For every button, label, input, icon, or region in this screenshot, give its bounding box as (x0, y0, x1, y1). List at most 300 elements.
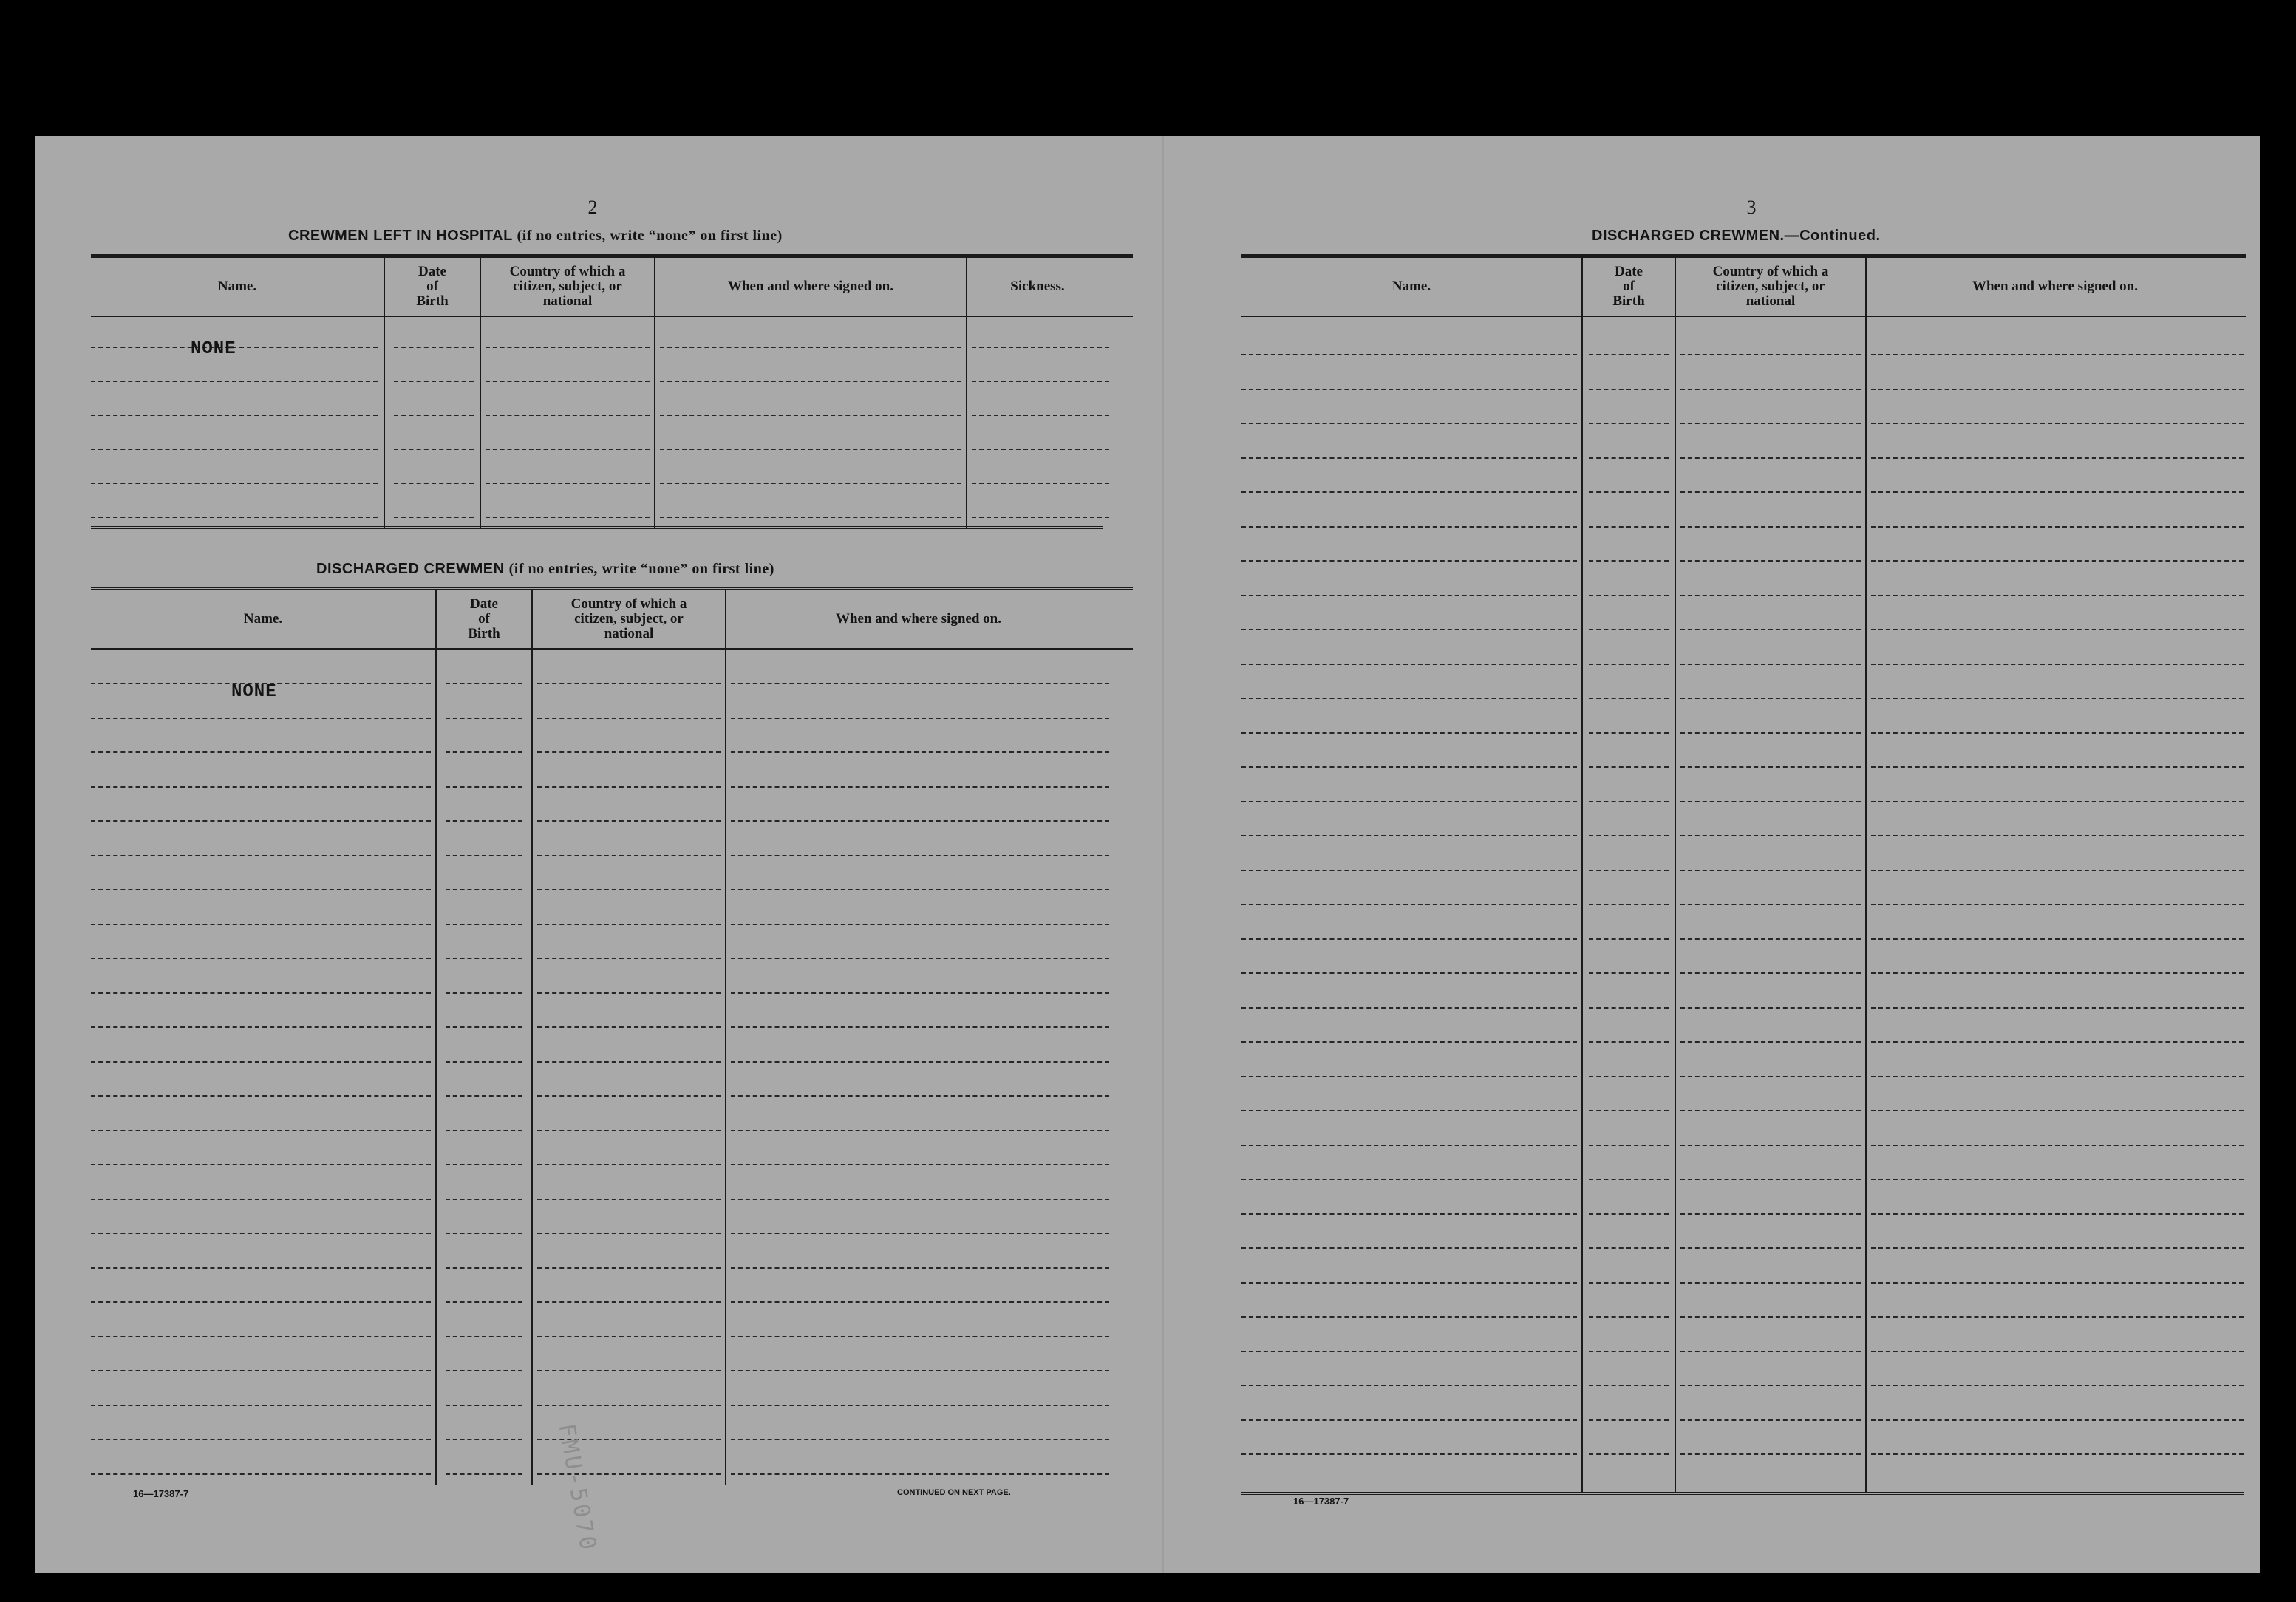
entry-line (1871, 835, 2244, 836)
entry-line (446, 1439, 522, 1440)
entry-line (446, 1026, 522, 1028)
entry-line (91, 751, 431, 753)
entry-line (537, 1061, 721, 1063)
entry-line (972, 347, 1109, 348)
discharged-section-title (316, 561, 774, 578)
entry-line (446, 1336, 522, 1337)
entry-line (1589, 1282, 1669, 1284)
column-divider (531, 590, 533, 1485)
entry-line (446, 1233, 522, 1234)
entry-line (731, 1336, 1109, 1337)
entry-line (1589, 972, 1669, 974)
col-country: Country of which a citizen, subject, or national (570, 596, 687, 641)
entry-line (660, 449, 961, 450)
entry-line (1680, 1076, 1861, 1077)
entry-line (1680, 732, 1861, 734)
entry-line (1589, 732, 1669, 734)
entry-line (972, 517, 1109, 518)
entry-line (394, 415, 474, 416)
entry-line (1589, 904, 1669, 905)
entry-line (1589, 389, 1669, 390)
entry-line (731, 1439, 1109, 1440)
discharged-instruction: (if no entries, write “none” on first line) (508, 561, 774, 577)
entry-line (91, 1199, 431, 1200)
entry-line (1241, 491, 1577, 493)
entry-line (1871, 629, 2244, 630)
column-divider (480, 258, 481, 528)
entry-line (972, 483, 1109, 484)
page-number: 3 (1746, 197, 1757, 218)
entry-line (486, 415, 650, 416)
archive-stamp: FMU-5070 (553, 1422, 602, 1555)
entry-line (1680, 1282, 1861, 1284)
entry-line (731, 1130, 1109, 1131)
entry-line (1589, 595, 1669, 596)
entry-line (731, 1026, 1109, 1028)
entry-line (537, 1301, 721, 1303)
column-divider (1675, 258, 1676, 1492)
entry-line (1680, 1419, 1861, 1421)
column-divider (654, 258, 655, 528)
entry-line (537, 1370, 721, 1371)
entry-line (1871, 801, 2244, 802)
entry-line (1871, 766, 2244, 768)
entry-line (731, 958, 1109, 959)
entry-line (731, 1233, 1109, 1234)
col-when-where-signed: When and where signed on. (727, 279, 893, 294)
entry-line (91, 415, 378, 416)
entry-line (731, 1267, 1109, 1269)
entry-line (1871, 1316, 2244, 1318)
entry-line (1241, 664, 1577, 665)
entry-line (1589, 1351, 1669, 1352)
col-date-of-birth: Date of Birth (468, 596, 500, 641)
col-when-where-signed: When and where signed on. (1972, 279, 2138, 294)
entry-line (91, 1130, 431, 1131)
entry-line (1241, 1076, 1577, 1077)
entry-line (731, 786, 1109, 788)
entry-line (1241, 732, 1577, 734)
entry-line (1241, 1179, 1577, 1180)
col-name: Name. (243, 611, 283, 627)
entry-line (1871, 457, 2244, 459)
entry-line (1589, 870, 1669, 871)
entry-line (537, 924, 721, 925)
entry-line (1589, 801, 1669, 802)
entry-line (446, 1164, 522, 1165)
entry-line (394, 483, 474, 484)
column-divider (384, 258, 385, 528)
column-divider (725, 590, 726, 1485)
entry-line (1871, 526, 2244, 528)
hospital-instruction: (if no entries, write “none” on first line) (517, 228, 783, 244)
entry-line (446, 820, 522, 822)
entry-line (1589, 354, 1669, 355)
entry-line (446, 751, 522, 753)
entry-line (446, 958, 522, 959)
entry-line (1589, 1213, 1669, 1215)
entry-line (1241, 1110, 1577, 1111)
entry-line (1680, 1179, 1861, 1180)
document-sheet (35, 136, 2260, 1573)
entry-line (537, 958, 721, 959)
entry-line (1241, 938, 1577, 940)
column-divider (966, 258, 967, 528)
entry-line (537, 1199, 721, 1200)
discharged-continued-title: DISCHARGED CREWMEN.—Continued. (1592, 228, 1881, 244)
entry-line (1241, 1145, 1577, 1146)
entry-line (1680, 560, 1861, 562)
entry-line (731, 1061, 1109, 1063)
entry-line (91, 718, 431, 719)
entry-line (1680, 389, 1861, 390)
entry-line (1589, 560, 1669, 562)
entry-line (660, 415, 961, 416)
discharged-first-entry: NONE (231, 682, 277, 702)
entry-line (394, 517, 474, 518)
entry-line (1241, 595, 1577, 596)
entry-line (1680, 766, 1861, 768)
entry-line (731, 889, 1109, 890)
col-date-of-birth: Date of Birth (416, 264, 449, 309)
entry-line (537, 1026, 721, 1028)
entry-line (446, 1405, 522, 1406)
entry-line (537, 718, 721, 719)
hospital-section-title (288, 228, 783, 245)
entry-line (731, 751, 1109, 753)
hospital-table-header (91, 258, 1133, 317)
entry-line (91, 889, 431, 890)
entry-line (1589, 835, 1669, 836)
entry-line (91, 1370, 431, 1371)
entry-line (1241, 1419, 1577, 1421)
entry-line (1589, 938, 1669, 940)
entry-line (1680, 904, 1861, 905)
entry-line (1680, 1213, 1861, 1215)
entry-line (1680, 938, 1861, 940)
entry-line (1241, 423, 1577, 424)
entry-line (394, 381, 474, 382)
entry-line (1680, 491, 1861, 493)
col-sickness: Sickness. (1010, 279, 1065, 294)
entry-line (446, 683, 522, 684)
entry-line (537, 889, 721, 890)
entry-line (446, 1301, 522, 1303)
entry-line (486, 347, 650, 348)
entry-line (1680, 1351, 1861, 1352)
entry-line (1589, 423, 1669, 424)
entry-line (91, 1405, 431, 1406)
col-when-where-signed: When and where signed on. (835, 611, 1001, 627)
entry-line (537, 1233, 721, 1234)
discharged-table-bottom-rule (91, 1485, 1103, 1487)
col-date-of-birth: Date of Birth (1612, 264, 1645, 309)
entry-line (1680, 354, 1861, 355)
entry-line (1241, 835, 1577, 836)
entry-line (1871, 972, 2244, 974)
hospital-table-bottom-rule (91, 526, 1103, 529)
entry-line (1241, 560, 1577, 562)
entry-line (91, 1301, 431, 1303)
entry-line (1241, 629, 1577, 630)
entry-line (1871, 423, 2244, 424)
entry-line (1680, 1247, 1861, 1249)
entry-line (731, 1370, 1109, 1371)
entry-line (537, 1095, 721, 1097)
entry-line (91, 381, 378, 382)
col-name: Name. (217, 279, 257, 294)
entry-line (1241, 1385, 1577, 1386)
discharged-continued-header (1241, 258, 2246, 317)
entry-line (1680, 526, 1861, 528)
entry-line (537, 1267, 721, 1269)
entry-line (1589, 1041, 1669, 1043)
entry-line (731, 1473, 1109, 1475)
entry-line (486, 483, 650, 484)
entry-line (1680, 870, 1861, 871)
entry-line (1241, 1282, 1577, 1284)
entry-line (446, 1061, 522, 1063)
entry-line (731, 1095, 1109, 1097)
entry-line (1241, 1247, 1577, 1249)
page-fold (1162, 136, 1164, 1573)
entry-line (446, 1130, 522, 1131)
entry-line (91, 855, 431, 856)
col-country: Country of which a citizen, subject, or national (1712, 264, 1829, 309)
entry-line (446, 1267, 522, 1269)
entry-line (1589, 698, 1669, 699)
entry-line (1589, 1385, 1669, 1386)
entry-line (394, 347, 474, 348)
entry-line (660, 381, 961, 382)
entry-line (91, 449, 378, 450)
entry-line (537, 820, 721, 822)
entry-line (537, 683, 721, 684)
entry-line (1680, 595, 1861, 596)
entry-line (1589, 1179, 1669, 1180)
entry-line (91, 992, 431, 994)
entry-line (446, 1095, 522, 1097)
entry-line (537, 1336, 721, 1337)
entry-line (537, 751, 721, 753)
entry-line (1680, 629, 1861, 630)
entry-line (446, 1199, 522, 1200)
form-number: 16—17387-7 (1293, 1496, 1349, 1507)
entry-line (1589, 491, 1669, 493)
entry-line (1871, 1179, 2244, 1180)
entry-line (91, 1095, 431, 1097)
entry-line (1871, 1041, 2244, 1043)
entry-line (1871, 1351, 2244, 1352)
entry-line (1871, 491, 2244, 493)
entry-line (1680, 457, 1861, 459)
column-divider (1865, 258, 1867, 1492)
entry-line (1680, 1385, 1861, 1386)
left-page (35, 136, 1159, 1573)
entry-line (1680, 1453, 1861, 1455)
entry-line (1589, 1145, 1669, 1146)
entry-line (1589, 1110, 1669, 1111)
entry-line (1589, 1453, 1669, 1455)
entry-line (1871, 1213, 2244, 1215)
entry-line (1871, 870, 2244, 871)
entry-line (731, 1405, 1109, 1406)
entry-line (537, 1164, 721, 1165)
form-number: 16—17387-7 (133, 1488, 189, 1499)
entry-line (446, 718, 522, 719)
entry-line (1680, 664, 1861, 665)
entry-line (731, 683, 1109, 684)
entry-line (1680, 1145, 1861, 1146)
page-number: 2 (587, 197, 598, 218)
entry-line (1589, 526, 1669, 528)
entry-line (1589, 1247, 1669, 1249)
entry-line (91, 1026, 431, 1028)
entry-line (91, 483, 378, 484)
entry-line (91, 1336, 431, 1337)
entry-line (91, 924, 431, 925)
entry-line (1680, 698, 1861, 699)
entry-line (1871, 560, 2244, 562)
entry-line (537, 855, 721, 856)
entry-line (1871, 1282, 2244, 1284)
entry-line (1871, 904, 2244, 905)
entry-line (91, 517, 378, 518)
entry-line (1589, 1316, 1669, 1318)
entry-line (91, 958, 431, 959)
entry-line (1241, 972, 1577, 974)
entry-line (1241, 1351, 1577, 1352)
entry-line (1680, 801, 1861, 802)
entry-line (731, 924, 1109, 925)
discharged-table (91, 587, 1133, 1558)
entry-line (91, 1439, 431, 1440)
entry-line (394, 449, 474, 450)
entry-line (1241, 1213, 1577, 1215)
entry-line (1680, 423, 1861, 424)
entry-line (972, 381, 1109, 382)
entry-line (1241, 870, 1577, 871)
entry-line (1241, 801, 1577, 802)
entry-line (91, 820, 431, 822)
entry-line (1241, 1453, 1577, 1455)
entry-line (1241, 354, 1577, 355)
entry-line (1680, 1007, 1861, 1009)
right-page (1166, 136, 2260, 1573)
entry-line (537, 786, 721, 788)
discharged-continued-table (1241, 254, 2246, 1521)
entry-line (1871, 1076, 2244, 1077)
entry-line (1680, 1316, 1861, 1318)
column-divider (435, 590, 437, 1485)
entry-line (1680, 972, 1861, 974)
entry-line (91, 1267, 431, 1269)
entry-line (660, 347, 961, 348)
entry-line (1871, 938, 2244, 940)
entry-line (731, 992, 1109, 994)
entry-line (1241, 1007, 1577, 1009)
continued-table-bottom-rule (1241, 1492, 2244, 1495)
entry-line (446, 924, 522, 925)
entry-line (1241, 1316, 1577, 1318)
entry-line (1241, 698, 1577, 699)
entry-line (660, 517, 961, 518)
entry-line (446, 1473, 522, 1475)
entry-line (731, 1164, 1109, 1165)
entry-line (1589, 664, 1669, 665)
entry-line (660, 483, 961, 484)
entry-line (731, 1199, 1109, 1200)
entry-line (1871, 1385, 2244, 1386)
entry-line (1871, 1145, 2244, 1146)
discharged-table-header (91, 590, 1133, 650)
entry-line (1241, 904, 1577, 905)
hospital-first-entry: NONE (191, 339, 236, 359)
entry-line (1589, 766, 1669, 768)
entry-line (91, 786, 431, 788)
entry-line (1871, 664, 2244, 665)
entry-line (1589, 1076, 1669, 1077)
discharged-title: DISCHARGED CREWMEN (316, 561, 505, 577)
entry-line (1589, 1419, 1669, 1421)
hospital-title: CREWMEN LEFT IN HOSPITAL (288, 228, 513, 244)
entry-line (91, 1061, 431, 1063)
entry-line (91, 1233, 431, 1234)
entry-line (731, 855, 1109, 856)
entry-line (731, 1301, 1109, 1303)
entry-line (446, 889, 522, 890)
entry-line (1680, 835, 1861, 836)
entry-line (1680, 1041, 1861, 1043)
entry-line (1871, 354, 2244, 355)
column-divider (1581, 258, 1583, 1492)
entry-line (1871, 1007, 2244, 1009)
entry-line (446, 855, 522, 856)
entry-line (1589, 1007, 1669, 1009)
entry-line (537, 1405, 721, 1406)
col-name: Name. (1391, 279, 1431, 294)
entry-line (446, 992, 522, 994)
entry-line (1241, 457, 1577, 459)
entry-line (486, 517, 650, 518)
entry-line (1241, 1041, 1577, 1043)
entry-line (486, 449, 650, 450)
entry-line (446, 786, 522, 788)
entry-line (731, 718, 1109, 719)
entry-line (731, 820, 1109, 822)
continued-note: CONTINUED ON NEXT PAGE. (897, 1488, 1011, 1497)
entry-line (1871, 389, 2244, 390)
entry-line (1871, 1419, 2244, 1421)
entry-line (1241, 526, 1577, 528)
entry-line (972, 449, 1109, 450)
col-country: Country of which a citizen, subject, or national (509, 264, 626, 309)
entry-line (537, 1130, 721, 1131)
entry-line (91, 1473, 431, 1475)
entry-line (1241, 389, 1577, 390)
entry-line (1241, 766, 1577, 768)
entry-line (1871, 1453, 2244, 1455)
entry-line (972, 415, 1109, 416)
entry-line (1871, 1247, 2244, 1249)
entry-line (446, 1370, 522, 1371)
entry-line (91, 1164, 431, 1165)
entry-line (1680, 1110, 1861, 1111)
entry-line (1871, 698, 2244, 699)
entry-line (537, 992, 721, 994)
entry-line (1871, 1110, 2244, 1111)
entry-line (486, 381, 650, 382)
